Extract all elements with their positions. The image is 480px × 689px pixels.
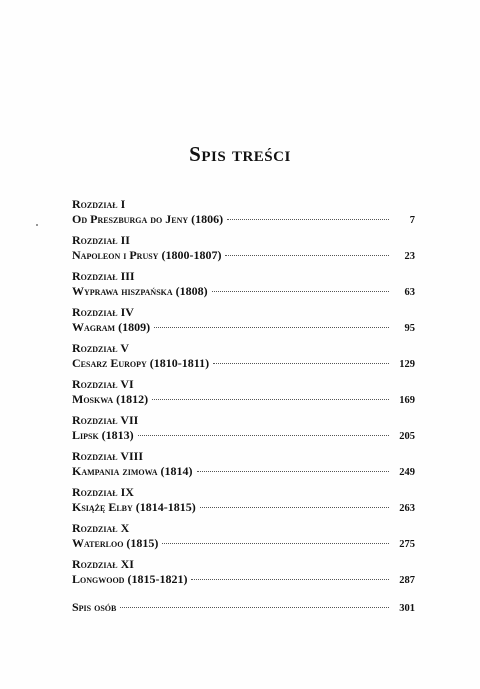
chapter-number: Rozdział IX (72, 485, 134, 499)
leader-dots (197, 471, 389, 472)
leader-dots (191, 579, 389, 580)
leader-dots (227, 219, 389, 220)
toc-entry-3[interactable] (72, 269, 415, 300)
page-number: 23 (404, 251, 415, 262)
page-number: 169 (399, 395, 415, 406)
page-number: 263 (399, 503, 415, 514)
toc-entry-9[interactable] (72, 485, 415, 516)
leader-dots (212, 291, 389, 292)
chapter-number: Rozdział X (72, 521, 130, 535)
chapter-line (72, 500, 415, 516)
chapter-title: Książę Elby (1814-1815) (72, 500, 196, 514)
chapter-title: Wagram (1809) (72, 320, 151, 334)
toc-entry-11[interactable] (72, 557, 415, 588)
chapter-number: Rozdział VII (72, 413, 139, 427)
index-line (72, 600, 415, 616)
page-number: 301 (399, 603, 415, 614)
page-number: 63 (404, 287, 415, 298)
chapter-number: Rozdział I (72, 197, 126, 211)
chapter-title: Waterloo (1815) (72, 536, 159, 550)
chapter-line (72, 320, 415, 336)
page-number: 129 (399, 359, 415, 370)
toc-entry-1[interactable] (72, 197, 415, 228)
page-number: 205 (399, 431, 415, 442)
toc-entry-7[interactable] (72, 413, 415, 444)
toc-entry-2[interactable] (72, 233, 415, 264)
chapter-number: Rozdział VIII (72, 449, 144, 463)
chapter-line (72, 284, 415, 300)
chapter-line (72, 248, 415, 264)
chapter-number: Rozdział IV (72, 305, 134, 319)
page-number: 95 (404, 323, 415, 334)
page-title: Spis treści (189, 142, 291, 166)
leader-dots (162, 543, 389, 544)
toc-entry-10[interactable] (72, 521, 415, 552)
page-speck (36, 224, 38, 226)
leader-dots (152, 399, 389, 400)
index-title: Spis osób (72, 600, 117, 614)
page-number: 287 (399, 575, 415, 586)
chapter-title: Wyprawa hiszpańska (1808) (72, 284, 208, 298)
toc-entry-4[interactable] (72, 305, 415, 336)
chapter-line (72, 356, 415, 372)
page-number: 275 (399, 539, 415, 550)
chapter-number: Rozdział V (72, 341, 130, 355)
chapter-line (72, 464, 415, 480)
page-number: 7 (409, 215, 415, 226)
toc-entry-index[interactable] (72, 600, 415, 616)
chapter-title: Moskwa (1812) (72, 392, 149, 406)
leader-dots (154, 327, 389, 328)
leader-dots (138, 435, 389, 436)
toc-entry-5[interactable] (72, 341, 415, 372)
chapter-number: Rozdział XI (72, 557, 134, 571)
toc-entry-8[interactable] (72, 449, 415, 480)
chapter-title: Longwood (1815-1821) (72, 572, 188, 586)
chapter-number: Rozdział III (72, 269, 135, 283)
chapter-line (72, 428, 415, 444)
chapter-number: Rozdział VI (72, 377, 134, 391)
leader-dots (200, 507, 389, 508)
chapter-line (72, 536, 415, 552)
chapter-line (72, 212, 415, 228)
chapter-title: Lipsk (1813) (72, 428, 134, 442)
table-of-contents (72, 197, 415, 616)
chapter-line (72, 572, 415, 588)
chapter-number: Rozdział II (72, 233, 130, 247)
page-number: 249 (399, 467, 415, 478)
leader-dots (225, 255, 389, 256)
chapter-title: Cesarz Europy (1810-1811) (72, 356, 210, 370)
leader-dots (213, 363, 389, 364)
chapter-title: Kampania zimowa (1814) (72, 464, 193, 478)
chapter-title: Od Preszburga do Jeny (1806) (72, 212, 224, 226)
chapter-title: Napoleon i Prusy (1800-1807) (72, 248, 222, 262)
leader-dots (120, 607, 389, 608)
chapter-line (72, 392, 415, 408)
toc-entry-6[interactable] (72, 377, 415, 408)
